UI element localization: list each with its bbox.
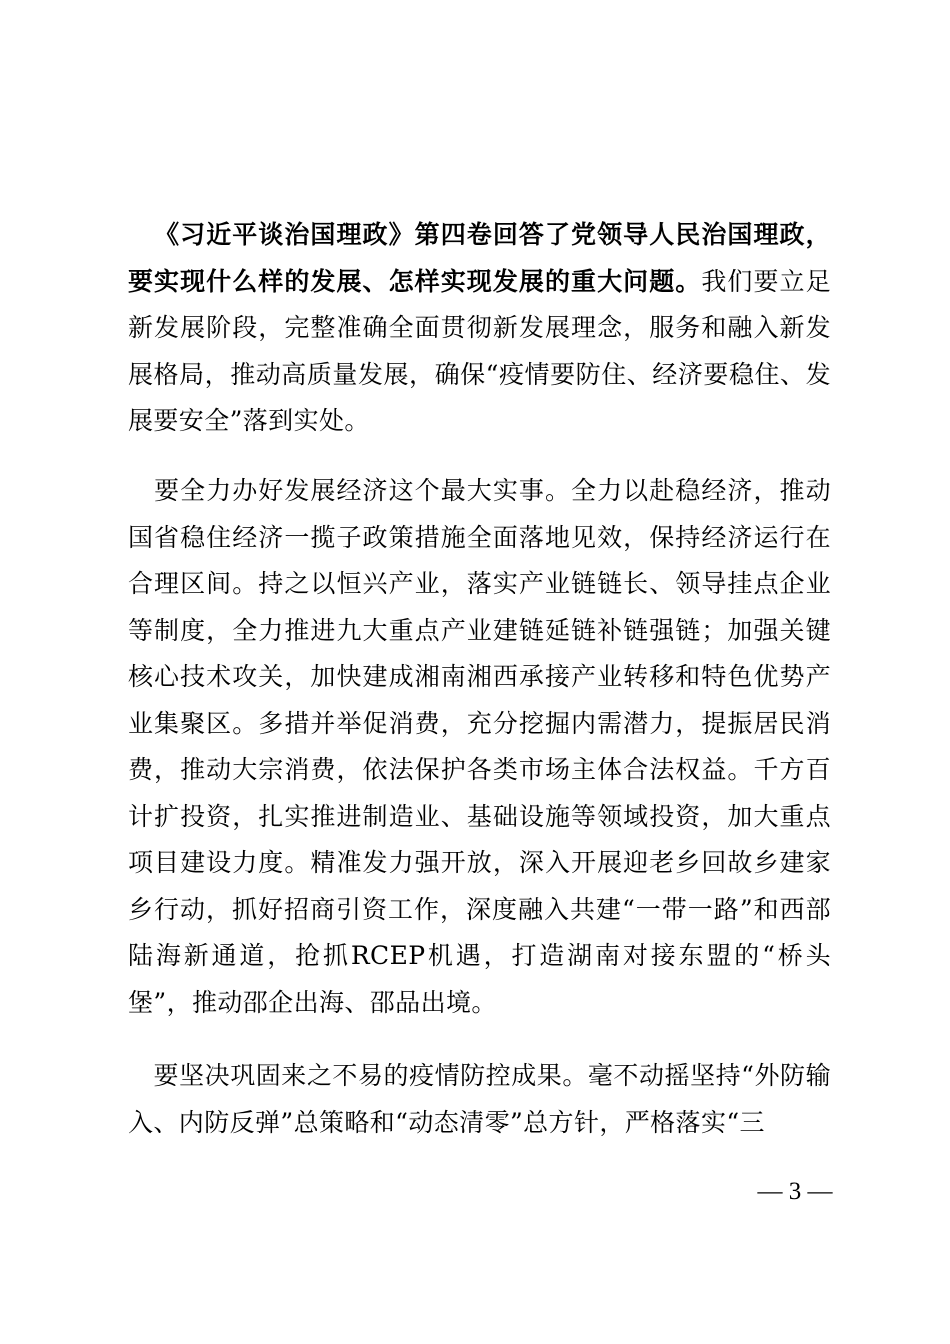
paragraph-intro-bold-lead: 《习近平谈治国理政》第四卷回答了党领导人民治国理政，要实现什么样的发展、怎样实现发展的重大问题。	[128, 220, 831, 296]
paragraph-intro-body: 我们要立足新发展阶段，完整准确全面贯彻新发展理念，服务和融入新发展格局，推动高质量发展，确保“疫情要防住、经济要稳住、发展要安全”落到实处。	[128, 266, 831, 435]
page-number: — 3 —	[757, 1178, 833, 1205]
paragraph-economy	[128, 468, 831, 1026]
paragraph-epidemic-body: 要坚决巩固来之不易的疫情防控成果。毫不动摇坚持“外防输入、内防反弹”总策略和“动态清零”总方针，严格落实“三	[128, 1061, 831, 1137]
paragraph-intro	[128, 212, 831, 445]
paragraph-economy-body: 要全力办好发展经济这个最大实事。全力以赴稳经济，推动国省稳住经济一揽子政策措施全面落地见效，保持经济运行在合理区间。持之以恒兴产业，落实产业链链长、领导挂点企业等制度，全力推进九大重点产业建链延链补链强链；加强关键核心技术攻关，加快建成湘南湘西承接产业转移和特色优势产业集聚区。多措并举促消费，充分挖掘内需潜力，提振居民消费，推动大宗消费，依法保护各类市场主体合法权益。千方百计扩投资，扎实推进制造业、基础设施等领域投资，加大重点项目建设力度。精准发力强开放，深入开展迎老乡回故乡建家乡行动，抓好招商引资工作，深度融入共建“一带一路”和西部陆海新通道，抢抓RCEP机遇，打造湖南对接东盟的“桥头堡”，推动邵企出海、邵品出境。	[128, 476, 831, 1017]
paragraph-epidemic	[128, 1053, 831, 1146]
